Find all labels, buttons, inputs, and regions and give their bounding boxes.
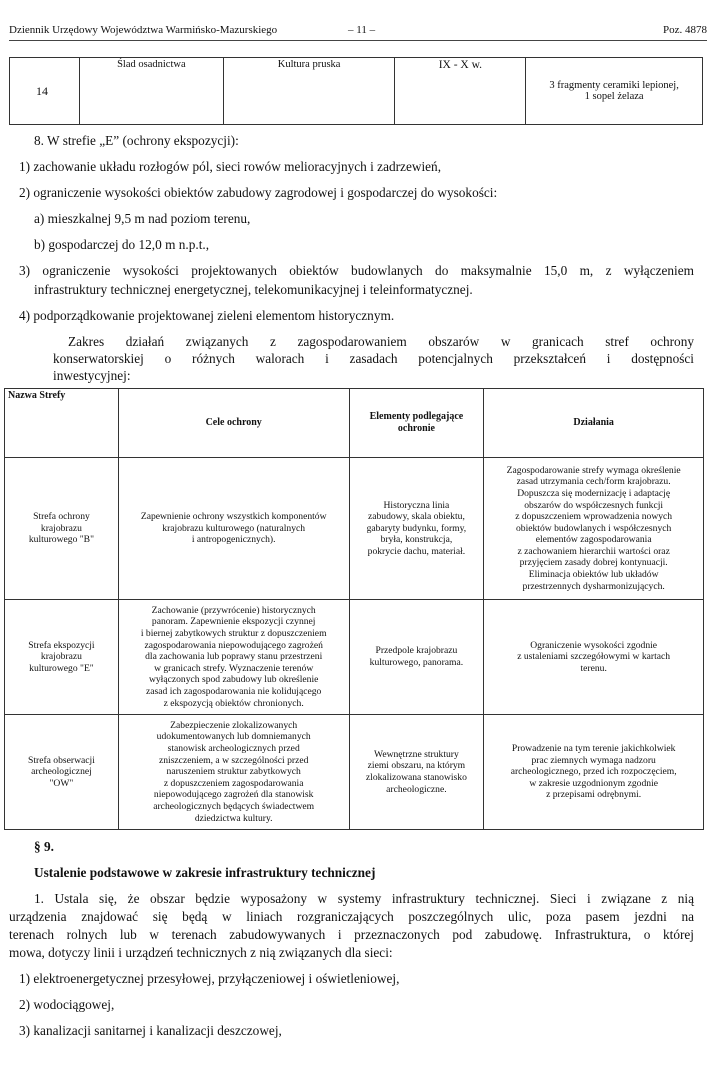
section8-item3-line1: 3) ograniczenie wysokości projektowanych obiektów budowlanych do maksymalnie 15,0 m, z wyłączeniem — [19, 263, 694, 278]
zone-elements: Przedpole krajobrazu kulturowego, panorama. — [349, 600, 484, 715]
section9-p1-line2: urządzenia znajdować się będą w liniach rozgraniczających poszczególnych ulic, poza pasem jezdni na — [9, 909, 694, 924]
zone-goal: Zachowanie (przywrócenie) historycznych panoram. Zapewnienie ekspozycji czynnej i biernej zabytkowych struktur z dopuszczeniem zagospodarowania niepowodującego zagrożeń dla zachowania lub poprawy stanu przestrzeni w granicach strefy. Wyznaczenie terenów wyłączonych spod zabudowy lub określenie zasad ich zagospodarowania nie kolidującego z ekspozycją obiektów chronionych. — [118, 600, 349, 715]
header-goal: Cele ochrony — [118, 389, 349, 458]
zone-actions: Prowadzenie na tym terenie jakichkolwiek prac ziemnych wymaga nadzoru archeologicznego, przed ich rozpoczęciem, w zakresie uzgodnionym zgodnie z przepisami odrębnymi. — [484, 715, 704, 830]
zone-actions: Ograniczenie wysokości zgodnie z ustaleniami szczegółowymi w kartach terenu. — [484, 600, 704, 715]
header-zone: Nazwa Strefy — [5, 389, 119, 458]
zone-name: Strefa ochrony krajobrazu kulturowego "B" — [5, 458, 119, 600]
table-row — [5, 715, 704, 830]
zones-intro-line3: inwestycyjnej: — [53, 368, 131, 383]
table-row — [5, 600, 704, 715]
zones-intro-line1: Zakres działań związanych z zagospodarowaniem obszarów w granicach stref ochrony — [68, 334, 694, 349]
header-elements: Elementy podlegające ochronie — [349, 389, 484, 458]
zone-name: Strefa ekspozycji krajobrazu kulturowego "E" — [5, 600, 119, 715]
paragraph-sign: § 9. — [34, 839, 54, 854]
section8-item2b: b) gospodarczej do 12,0 m n.p.t., — [34, 237, 210, 252]
zone-elements: Wewnętrzne struktury ziemi obszaru, na którym zlokalizowana stanowisko archeologiczne. — [349, 715, 484, 830]
zones-intro-line2: konserwatorskiej o różnych walorach i zasadach potencjalnych przekształceń i dostępności — [53, 351, 694, 366]
zone-goal: Zapewnienie ochrony wszystkich komponentów krajobrazu kulturowego (naturalnych i antropogenicznych). — [118, 458, 349, 600]
section8-item2: 2) ograniczenie wysokości obiektów zabudowy zagrodowej i gospodarczej do wysokości: — [19, 185, 498, 200]
page-header — [9, 24, 707, 41]
section9-item3: 3) kanalizacji sanitarnej i kanalizacji deszczowej, — [19, 1023, 282, 1038]
zone-name: Strefa obserwacji archeologicznej "OW" — [5, 715, 119, 830]
section8-item2a: a) mieszkalnej 9,5 m nad poziom terenu, — [34, 211, 251, 226]
table-header-row — [5, 389, 704, 458]
section8-item4: 4) podporządkowanie projektowanej zieleni elementom historycznym. — [19, 308, 395, 323]
header-actions: Działania — [484, 389, 704, 458]
protection-zones-table — [4, 388, 704, 830]
zone-actions: Zagospodarowanie strefy wymaga określenie zasad utrzymania cech/form krajobrazu. Dopuszcza się modernizację i adaptację obszarów do współczesnych funkcji z dopuszczeniem wprowadzenia nowych obiektów budowlanych i współczesnych elementów zagospodarowania z zachowaniem hierarchii wartości oraz przyjęciem zasady dobrej kontynuacji. Eliminacja obiektów lub układów przestrzennych dysharmonizujących. — [484, 458, 704, 600]
archaeological-site-table — [9, 57, 703, 125]
section8-heading: 8. W strefie „E” (ochrony ekspozycji): — [34, 133, 239, 148]
section8-item3-line2: infrastruktury technicznej energetycznej, telekomunikacyjnej i teleinformatycznej. — [34, 282, 473, 297]
page-number: – 11 – — [348, 24, 376, 36]
zone-goal: Zabezpieczenie zlokalizowanych udokumentowanych lub domniemanych stanowisk archeologicznych przed zniszczeniem, a w szczególności przed naruszeniem struktur zabytkowych z dopuszczeniem zagospodarowania niepowodującego zagrożeń dla stanowisk archeologicznych będących świadectwem dziedzictwa kultury. — [118, 715, 349, 830]
section9-p1-line4: mowa, dotyczy linii i urządzeń technicznych z nią związanych dla sieci: — [9, 945, 393, 960]
site-culture: Kultura pruska — [223, 58, 395, 125]
zone-elements: Historyczna linia zabudowy, skala obiektu, gabaryty budynku, formy, bryła, konstrukcja, pokrycie dachu, materiał. — [349, 458, 484, 600]
section8-item1: 1) zachowanie układu rozłogów pól, sieci rowów melioracyjnych i zadrzewień, — [19, 159, 442, 174]
journal-title: Dziennik Urzędowy Województwa Warmińsko-Mazurskiego — [9, 24, 278, 36]
table-row — [5, 458, 704, 600]
site-period: IX - X w. — [395, 58, 526, 125]
site-finds: 3 fragmenty ceramiki lepionej, 1 sopel żelaza — [526, 58, 703, 125]
position-number: Poz. 4878 — [663, 24, 707, 36]
site-number: 14 — [10, 58, 80, 125]
section9-p1-line3: terenach rolnych lub w terenach zabudowywanych i przeznaczonych pod zabudowę. Infrastruktura, o której — [9, 927, 694, 942]
section9-item1: 1) elektroenergetycznej przesyłowej, przyłączeniowej i oświetleniowej, — [19, 971, 400, 986]
site-type: Ślad osadnictwa — [79, 58, 223, 125]
section9-title: Ustalenie podstawowe w zakresie infrastruktury technicznej — [34, 865, 376, 880]
section9-item2: 2) wodociągowej, — [19, 997, 115, 1012]
table-row — [10, 58, 703, 125]
section9-p1-line1: 1. Ustala się, że obszar będzie wyposażony w systemy infrastruktury technicznej. Sieci i związane z nią — [34, 891, 694, 906]
